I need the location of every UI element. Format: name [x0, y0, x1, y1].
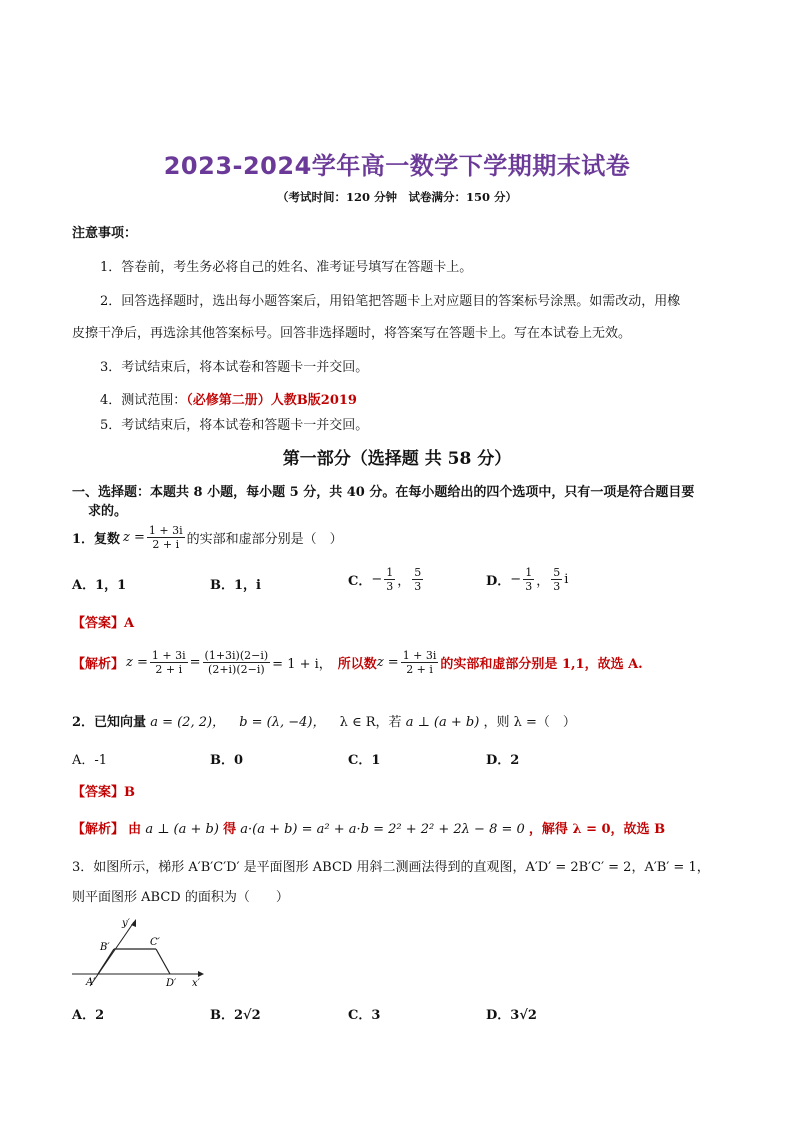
q1-d-frac1-num: 1: [525, 566, 533, 579]
q1-option-c: [348, 566, 425, 593]
q3-oblique-figure: [70, 912, 210, 992]
q1-prefix: 1．复数: [72, 532, 121, 547]
note-4-prefix: 4．测试范围：: [100, 393, 187, 408]
q2-answer: 【答案】B: [72, 785, 135, 800]
note-4-range: （必修第二册）人教B版2019: [186, 393, 357, 408]
q1-c-frac2-num: 5: [414, 566, 422, 579]
q2-analysis-cond: a ⊥ (a + b): [145, 822, 219, 837]
q3-option-d: D．3√2: [486, 1008, 537, 1023]
q1-option-d: [486, 566, 568, 593]
q3-stem-line1: 3．如图所示，梯形 A′B′C′D′ 是平面图形 ABCD 用斜二测画法得到的直观图，A′D′ = 2B′C′ = 2，A′B′ = 1，: [72, 860, 710, 875]
q1-option-a: A．1，1: [72, 578, 127, 593]
q1-c-sep: ，: [397, 574, 411, 589]
q1-analysis-frac2: [203, 649, 271, 676]
note-3: 3．考试结束后，将本试卷和答题卡一并交回。: [100, 360, 369, 375]
q3-stem-line2: 则平面图形 ABCD 的面积为（ ）: [72, 890, 289, 905]
q1-c-frac1-den: 3: [386, 580, 394, 593]
q1-c-frac1: [384, 566, 395, 593]
q1-c-frac1-num: 1: [386, 566, 394, 579]
q2-analysis-by: 由: [128, 822, 142, 837]
q1-analysis-frac2-den: (2+i)(2−i): [208, 663, 265, 676]
label-y: y′: [122, 918, 130, 929]
q1-analysis-z: z =: [126, 655, 148, 670]
label-a: A′: [86, 977, 96, 988]
q2-option-c: C．1: [348, 753, 381, 768]
q1-d-tail: i: [564, 572, 569, 587]
q1-analysis-label: 【解析】: [72, 657, 125, 672]
exam-subtitle: （考试时间：120 分钟 试卷满分：150 分）: [276, 190, 517, 204]
note-1: 1．答卷前，考生务必将自己的姓名、准考证号填写在答题卡上。: [100, 260, 473, 275]
q2-analysis: [72, 818, 665, 837]
q3-option-a: A．2: [72, 1008, 105, 1023]
notes-heading: 注意事项：: [72, 226, 138, 241]
q2-lambda: λ ∈ R，若: [339, 715, 402, 730]
q2-stem: [72, 711, 576, 730]
section-title: 第一部分（选择题 共 58 分）: [282, 449, 512, 469]
x-axis-arrow: [198, 971, 204, 977]
q3-option-c: C．3: [348, 1008, 381, 1023]
q2-option-a: A．-1: [72, 753, 108, 768]
label-d: D′: [166, 978, 177, 989]
q1-analysis-eq: =: [189, 655, 201, 670]
q2-analysis-label: 【解析】: [72, 822, 125, 837]
q1-d-sep: ，: [536, 574, 550, 589]
q1-analysis-text1: 所以数: [337, 657, 377, 672]
q1-answer: 【答案】A: [72, 616, 135, 631]
q2-option-d: D．2: [486, 753, 520, 768]
q2-suffix: ，则 λ =（ ）: [483, 715, 576, 730]
q1-frac-num: 1 + 3i: [148, 524, 183, 537]
q2-vector-a: a = (2, 2)，: [150, 715, 226, 730]
q1-analysis-z2: z =: [376, 655, 399, 670]
q1-option-c-label: C．: [348, 574, 372, 589]
note-4: [100, 389, 357, 408]
y-axis: [90, 922, 134, 986]
note-5: 5．考试结束后，将本试卷和答题卡一并交回。: [100, 418, 369, 433]
edge-cd: [156, 949, 170, 974]
q1-c-frac2-den: 3: [414, 580, 422, 593]
q1-analysis-frac3-den: 2 + i: [406, 663, 433, 676]
q1-d-frac1-den: 3: [525, 580, 533, 593]
label-b: B′: [100, 942, 110, 953]
q1-z: z =: [123, 530, 145, 545]
q1-analysis-frac3-num: 1 + 3i: [402, 649, 437, 662]
q2-vector-b: b = (λ, −4)，: [239, 715, 326, 730]
part-instruction-line1: 一、选择题：本题共 8 小题，每小题 5 分，共 40 分。在每小题给出的四个选项中，只有一项是符合题目要: [72, 485, 695, 500]
label-x: x′: [192, 978, 200, 989]
q1-d-neg: −: [510, 572, 522, 587]
q3-option-b: B．2√2: [210, 1008, 261, 1023]
q2-option-b: B．0: [210, 753, 244, 768]
q1-d-frac2-den: 3: [553, 580, 561, 593]
q1-d-frac1: [523, 566, 534, 593]
exam-title: 2023-2024学年高一数学下学期期末试卷: [163, 152, 631, 180]
q1-analysis-frac2-num: (1+3i)(2−i): [204, 649, 269, 662]
q2-prefix: 2．已知向量: [72, 715, 147, 730]
label-c: C′: [150, 937, 160, 948]
q1-option-b: B．1，i: [210, 578, 261, 593]
q1-suffix: 的实部和虚部分别是（ ）: [186, 532, 343, 547]
q1-analysis-frac1-den: 2 + i: [155, 663, 183, 676]
note-2-line2: 皮擦干净后，再选涂其他答案标号。回答非选择题时，将答案写在答题卡上。写在本试卷上无效。: [72, 326, 632, 341]
q1-d-frac2-num: 5: [553, 566, 561, 579]
q1-option-d-label: D．: [486, 574, 511, 589]
part-instruction-line2: 求的。: [88, 504, 128, 519]
q1-c-frac2: [412, 566, 423, 593]
q1-analysis: [72, 649, 643, 676]
q1-stem: [72, 524, 343, 551]
q1-c-neg: −: [371, 572, 383, 587]
q1-analysis-frac1: [150, 649, 188, 676]
q2-analysis-eq: a·(a + b) = a² + a·b = 2² + 2² + 2λ − 8 = 0: [240, 822, 525, 837]
q2-analysis-get: 得: [223, 822, 237, 837]
q1-d-frac2: [551, 566, 562, 593]
q1-frac-den: 2 + i: [152, 538, 180, 551]
q1-analysis-result: = 1 + i，: [272, 657, 332, 672]
q1-fraction: [147, 524, 185, 551]
q2-perp-condition: a ⊥ (a + b): [405, 715, 480, 730]
q1-analysis-frac3: [401, 649, 439, 676]
q1-analysis-frac1-num: 1 + 3i: [151, 649, 186, 662]
q2-analysis-end: ，解得 λ = 0，故选 B: [528, 822, 666, 837]
q1-analysis-text2: 的实部和虚部分别是 1,1，故选 A.: [440, 657, 643, 672]
note-2-line1: 2．回答选择题时，选出每小题答案后，用铅笔把答题卡上对应题目的答案标号涂黑。如需改动，用橡: [100, 294, 681, 309]
